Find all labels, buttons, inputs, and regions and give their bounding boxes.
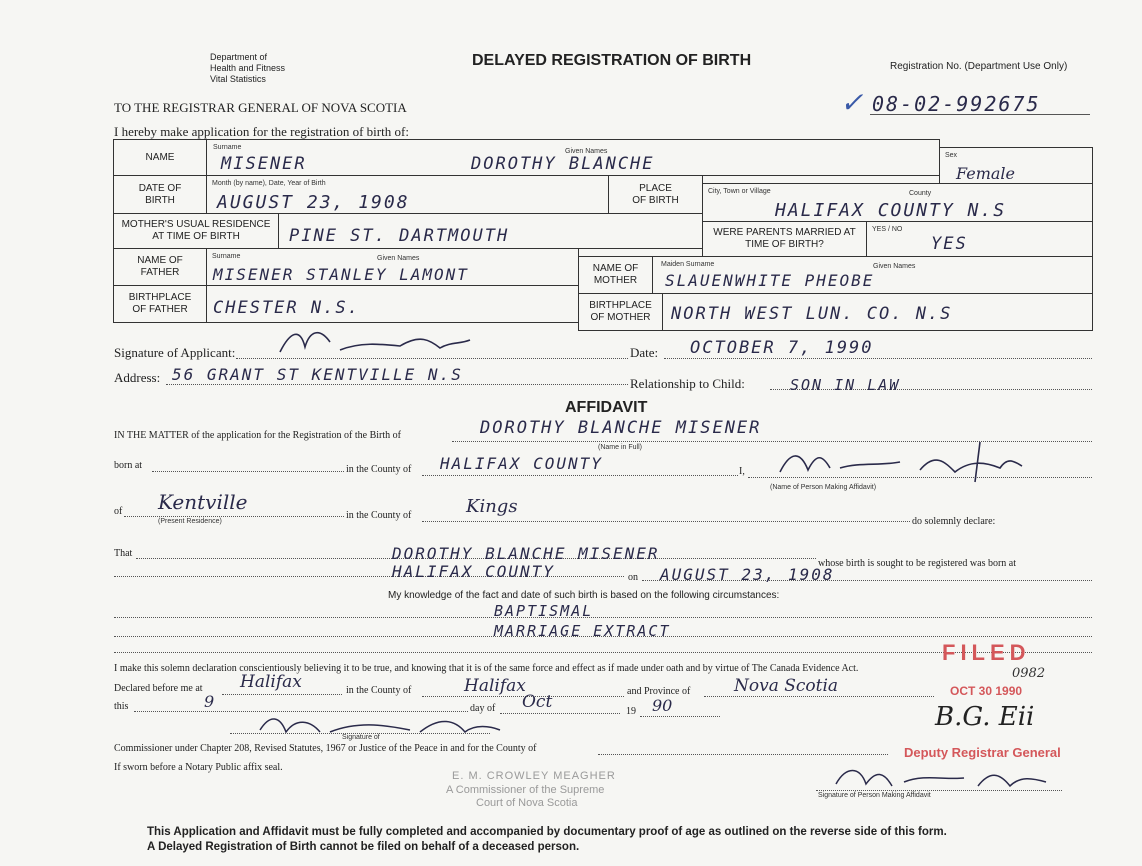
declared-county: Halifax [464, 676, 526, 696]
sex-cell [939, 147, 1093, 184]
date-of-birth-value: AUGUST 23, 1908 [217, 192, 410, 213]
i-label: I, [739, 466, 745, 477]
residence-value: Kentville [158, 490, 248, 514]
mother-birthplace-cell [662, 293, 1093, 331]
present-residence-sub: (Present Residence) [158, 518, 222, 525]
dept-line3: Vital Statistics [210, 74, 266, 84]
commissioner-stamp-name: E. M. CROWLEY MEAGHER [452, 770, 616, 782]
sex-value: Female [956, 164, 1015, 183]
knowledge-label: My knowledge of the fact and date of such birth is based on the following circumstances: [388, 590, 780, 601]
matter-value: DOROTHY BLANCHE MISENER [480, 418, 762, 438]
on-label: on [628, 572, 638, 583]
date-of-birth-cell [206, 175, 609, 214]
circumstance-1: BAPTISMAL [494, 602, 594, 620]
declared-label: Declared before me at [114, 683, 203, 694]
mother-given-sub: Given Names [873, 263, 916, 270]
of-county-label: in the County of [346, 510, 412, 521]
affiant-signature [760, 432, 1030, 488]
deputy-registrar-stamp: Deputy Registrar General [904, 745, 1061, 760]
city-sub: City, Town or Village [708, 188, 771, 195]
filed-date: OCT 30 1990 [950, 684, 1023, 698]
mother-residence-value: PINE ST. DARTMOUTH [289, 226, 510, 246]
mother-birthplace-value: NORTH WEST LUN. CO. N.S [671, 304, 953, 324]
registration-number-label: Registration No. (Department Use Only) [890, 61, 1068, 72]
father-name-label: NAME OF FATHER [113, 248, 207, 286]
that-label: That [114, 548, 133, 559]
sex-sub: Sex [945, 152, 958, 159]
relationship-value: SON IN LAW [790, 376, 901, 394]
matter-label: IN THE MATTER of the application for the Registration of the Birth of [114, 430, 401, 441]
mother-residence-label: MOTHER'S USUAL RESIDENCE AT TIME OF BIRTH [113, 213, 279, 249]
address-value: 56 GRANT ST KENTVILLE N.S [172, 365, 463, 384]
declared-county-label: in the County of [346, 685, 412, 696]
person-making-affidavit-sub: (Name of Person Making Affidavit) [770, 484, 877, 491]
registration-number-value: 08-02-992675 [872, 92, 1041, 116]
surname-value: MISENER [221, 154, 307, 174]
place-of-birth-value: HALIFAX COUNTY N.S [775, 200, 1007, 221]
commissioner-stamp-line3: Court of Nova Scotia [476, 797, 578, 809]
dept-line1: Department of [210, 52, 268, 62]
filed-number: 0982 [1012, 666, 1046, 681]
relationship-label: Relationship to Child: [630, 376, 745, 391]
month-value: Oct [522, 692, 553, 712]
given-names-value: DOROTHY BLANCHE [471, 154, 655, 174]
dept-line2: Health and Fitness [210, 63, 286, 73]
father-given-sub: Given Names [377, 255, 420, 262]
father-birthplace-label: BIRTHPLACE OF FATHER [113, 285, 207, 323]
mother-name-value: SLAUENWHITE PHEOBE [665, 271, 875, 290]
to-registrar-line: TO THE REGISTRAR GENERAL OF NOVA SCOTIA [114, 100, 407, 115]
application-line: I hereby make application for the registration of birth of: [114, 124, 409, 139]
born-county-value: HALIFAX COUNTY [440, 454, 603, 473]
born-county-label: in the County of [346, 464, 412, 475]
footer-line-2: A Delayed Registration of Birth cannot be filed on behalf of a deceased person. [147, 841, 580, 853]
filed-stamp: FILED [942, 640, 1031, 665]
county-sub: County [909, 190, 932, 197]
deputy-initials: B.G. Eii [935, 702, 1035, 732]
applicant-signature [270, 322, 480, 362]
born-place-value: HALIFAX COUNTY [392, 562, 555, 581]
father-birthplace-value: CHESTER N.S. [213, 298, 360, 318]
form-title: DELAYED REGISTRATION OF BIRTH [472, 52, 752, 69]
commissioner-text: Commissioner under Chapter 208, Revised Statutes, 1967 or Justice of the Peace in and for the County of [114, 743, 537, 754]
given-names-sub: Given Names [565, 148, 608, 155]
declared-place: Halifax [240, 672, 302, 692]
day-of-label: day of [470, 703, 496, 714]
applicant-signature-label: Signature of Applicant: [114, 345, 236, 360]
parents-married-value: YES [931, 234, 968, 254]
parents-married-label: WERE PARENTS MARRIED AT TIME OF BIRTH? [702, 221, 867, 257]
signature-of-sub: Signature of [342, 734, 380, 741]
province-label: and Province of [627, 686, 691, 697]
parents-married-cell [866, 221, 1093, 257]
signature-person-sub: Signature of Person Making Affidavit [818, 792, 931, 799]
mother-name-label: NAME OF MOTHER [578, 256, 653, 294]
this-label: this [114, 701, 129, 712]
check-mark-icon: ✓ [840, 87, 864, 118]
province-value: Nova Scotia [734, 676, 839, 696]
surname-sub: Surname [213, 144, 242, 151]
of-county-value: Kings [466, 496, 518, 517]
father-surname-sub: Surname [212, 253, 241, 260]
father-name-value: MISENER STANLEY LAMONT [213, 265, 469, 284]
applicant-date-value: OCTOBER 7, 1990 [690, 338, 874, 358]
circumstance-2: MARRIAGE EXTRACT [494, 622, 671, 640]
date-of-birth-sub: Month (by name), Date, Year of Birth [212, 180, 326, 187]
year-value: 90 [652, 696, 673, 715]
footer-line-1: This Application and Affidavit must be fully completed and accompanied by documentary proof of age as outlined on the reverse side of this form. [147, 826, 947, 838]
name-cell [206, 139, 940, 176]
notary-text: If sworn before a Notary Public affix seal. [114, 762, 283, 773]
applicant-date-label: Date: [630, 345, 659, 360]
solemnly-declare-label: do solemnly declare: [912, 516, 996, 527]
mother-name-cell [652, 256, 1093, 294]
name-label: NAME [113, 139, 207, 176]
mother-birthplace-label: BIRTHPLACE OF MOTHER [578, 293, 663, 331]
father-birthplace-cell [206, 285, 579, 323]
father-name-cell [206, 248, 579, 286]
place-of-birth-cell [702, 183, 1093, 222]
declaration-text: I make this solemn declaration conscientiously believing it to be true, and knowing that it is of the same force and effect as if made under oath and by virtue of The Canada Evidence Act. [114, 663, 859, 674]
maiden-surname-sub: Maiden Surname [661, 261, 715, 268]
address-label: Address: [114, 370, 161, 385]
commissioner-stamp-line2: A Commissioner of the Supreme [446, 784, 605, 796]
whose-birth-label: whose birth is sought to be registered was born at [818, 558, 1017, 569]
year-prefix: 19 [626, 706, 636, 717]
name-in-full-sub: (Name in Full) [598, 444, 642, 451]
born-date-value: AUGUST 23, 1908 [660, 565, 835, 584]
mother-residence-cell [278, 213, 703, 249]
born-at-label: born at [114, 460, 143, 471]
that-value: DOROTHY BLANCHE MISENER [392, 544, 660, 563]
yes-no-sub: YES / NO [872, 226, 903, 233]
affidavit-heading: AFFIDAVIT [565, 399, 648, 416]
day-value: 9 [204, 692, 215, 711]
place-of-birth-label: PLACE OF BIRTH [608, 175, 703, 214]
date-of-birth-label: DATE OF BIRTH [113, 175, 207, 214]
of-label: of [114, 506, 123, 517]
commissioner-signature [250, 706, 510, 740]
